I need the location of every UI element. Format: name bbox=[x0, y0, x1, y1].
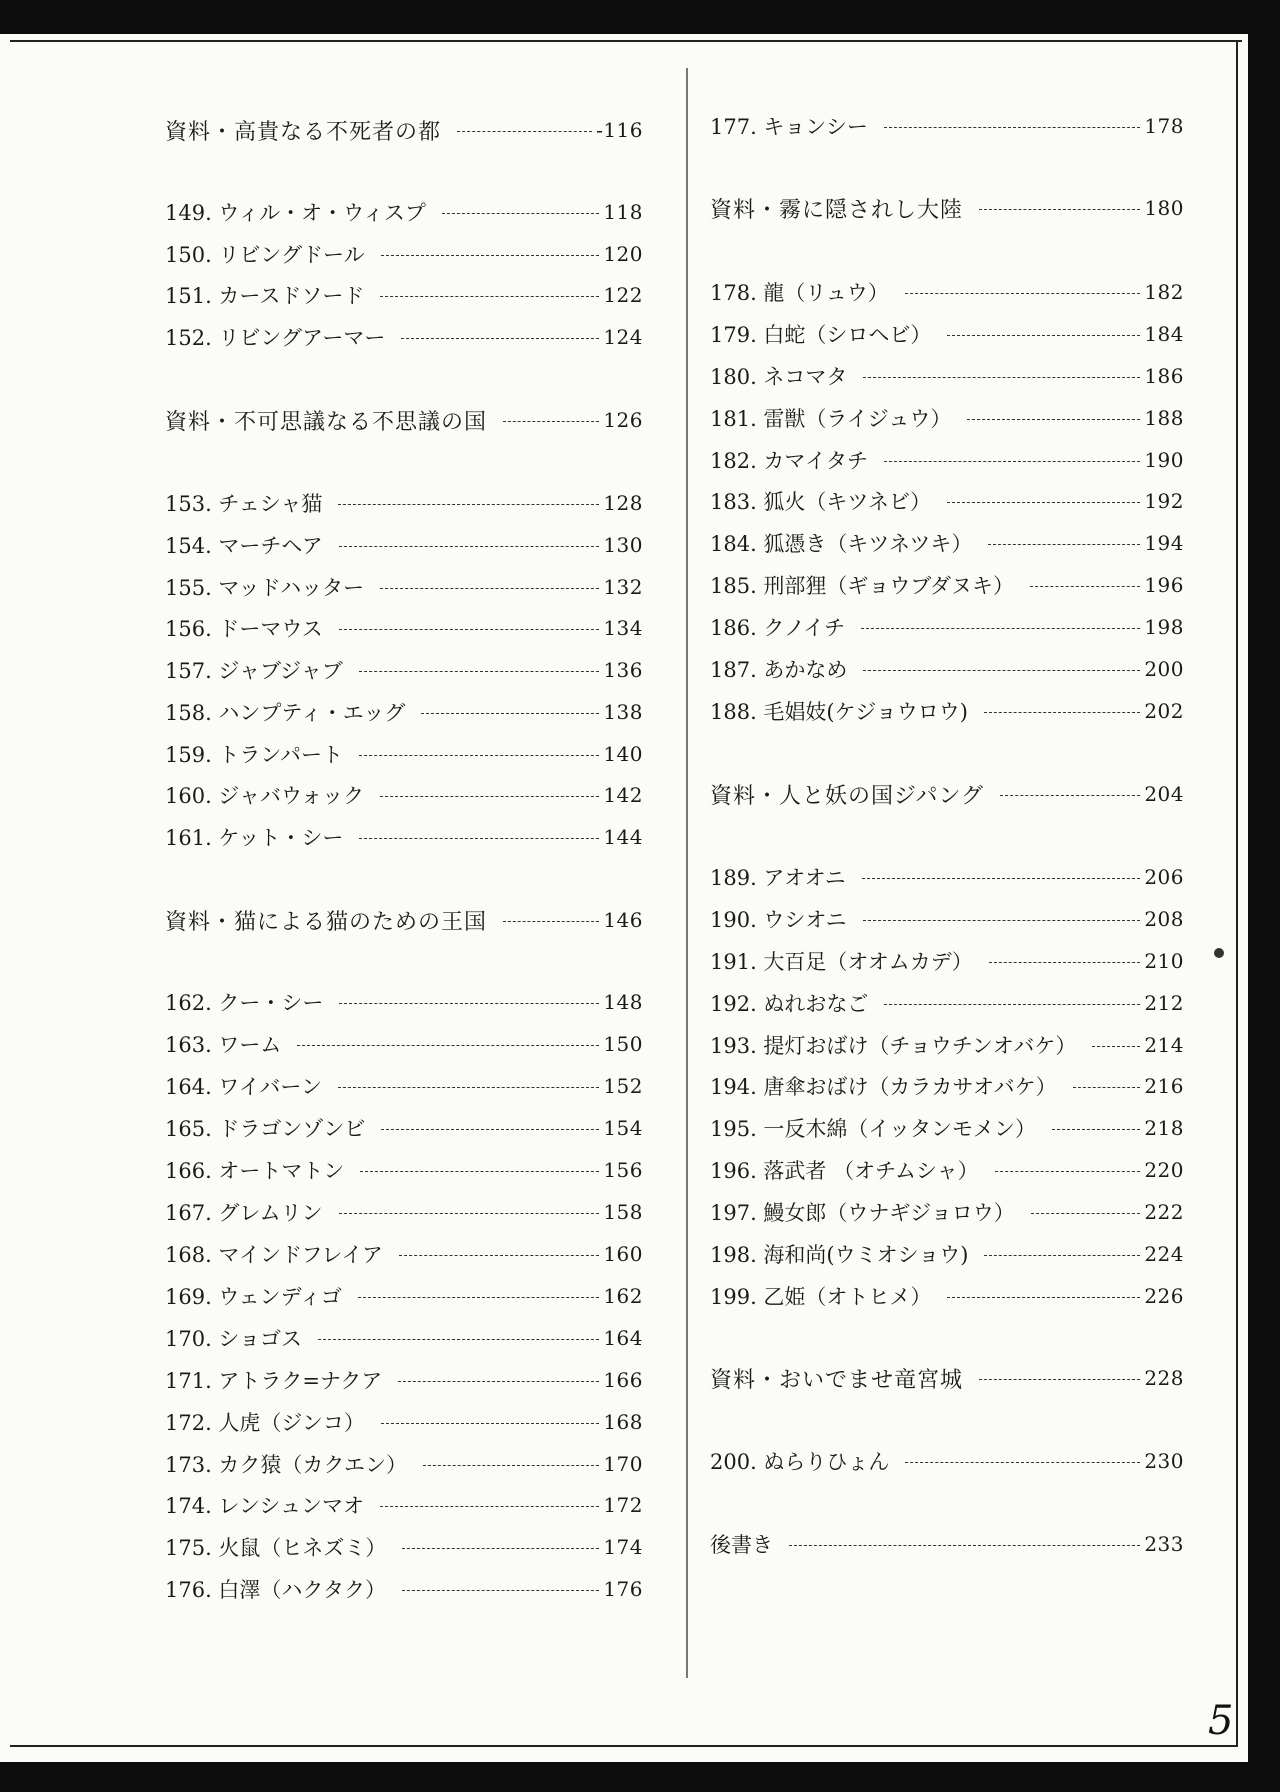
dotted-leader bbox=[318, 1339, 599, 1340]
toc-entry-page-number: 136 bbox=[603, 658, 643, 682]
scan-border-right bbox=[1248, 0, 1280, 1792]
toc-entry-title: 158. ハンプティ・エッグ bbox=[165, 701, 406, 725]
dotted-leader bbox=[989, 962, 1141, 963]
toc-entry-title: 資料・不可思議なる不思議の国 bbox=[165, 409, 488, 435]
toc-section-heading bbox=[165, 112, 643, 148]
toc-entry-page-number: 226 bbox=[1144, 1284, 1184, 1308]
toc-entry-title: 183. 狐火（キツネビ） bbox=[710, 490, 932, 514]
toc-entry bbox=[165, 1446, 643, 1482]
dotted-leader bbox=[884, 1004, 1140, 1005]
dotted-leader bbox=[338, 504, 599, 505]
toc-entry-page-number: 160 bbox=[603, 1242, 643, 1266]
toc-section-heading bbox=[710, 776, 1184, 812]
dotted-leader bbox=[863, 670, 1140, 671]
toc-entry-title: 152. リビングアーマー bbox=[165, 326, 386, 350]
dotted-leader bbox=[339, 629, 600, 630]
toc-entry-title: 178. 龍（リュウ） bbox=[710, 281, 889, 305]
dotted-leader bbox=[380, 296, 599, 297]
toc-entry bbox=[710, 1526, 1184, 1562]
toc-entry-page-number: 148 bbox=[603, 990, 643, 1014]
toc-entry-title: 186. クノイチ bbox=[710, 616, 846, 640]
toc-entry-page-number: 204 bbox=[1144, 782, 1184, 806]
toc-entry-title: 191. 大百足（オオムカデ） bbox=[710, 950, 973, 974]
toc-section-heading bbox=[165, 402, 643, 438]
toc-entry-title: 179. 白蛇（シロヘビ） bbox=[710, 323, 932, 347]
dotted-leader bbox=[381, 255, 600, 256]
dotted-leader bbox=[884, 461, 1140, 462]
toc-entry-page-number: 130 bbox=[603, 533, 643, 557]
toc-entry-title: 174. レンシュンマオ bbox=[165, 1494, 364, 1518]
dotted-leader bbox=[381, 1423, 599, 1424]
toc-entry-title: 185. 刑部狸（ギョウブダヌキ） bbox=[710, 574, 1014, 598]
column-divider bbox=[686, 68, 688, 1678]
toc-entry-title: 155. マッドハッター bbox=[165, 576, 365, 600]
page-number: 5 bbox=[1208, 1698, 1234, 1744]
dotted-leader bbox=[861, 628, 1140, 629]
dotted-leader bbox=[1000, 795, 1140, 796]
toc-entry-page-number: 162 bbox=[603, 1284, 643, 1308]
toc-entry bbox=[710, 108, 1184, 144]
dotted-leader bbox=[503, 421, 599, 422]
toc-entry-page-number: 140 bbox=[603, 742, 643, 766]
toc-entry-title: 151. カースドソード bbox=[165, 284, 365, 308]
toc-entry-title: 182. カマイタチ bbox=[710, 449, 869, 473]
toc-entry-page-number: 150 bbox=[603, 1032, 643, 1056]
toc-entry-title: 156. ドーマウス bbox=[165, 617, 323, 641]
toc-entry-page-number: 192 bbox=[1144, 489, 1184, 513]
toc-entry-title: 後書き bbox=[710, 1533, 773, 1557]
toc-entry-page-number: 200 bbox=[1144, 657, 1184, 681]
toc-entry bbox=[710, 1443, 1184, 1479]
dotted-leader bbox=[339, 546, 600, 547]
toc-entry-title: 169. ウェンディゴ bbox=[165, 1285, 342, 1309]
toc-entry bbox=[165, 1278, 643, 1314]
toc-entry bbox=[165, 236, 643, 272]
dotted-leader bbox=[360, 1171, 599, 1172]
toc-entry-title: 173. カク猿（カクエン） bbox=[165, 1453, 408, 1477]
dotted-leader bbox=[503, 921, 599, 922]
dotted-leader bbox=[862, 878, 1141, 879]
toc-entry-title: 181. 雷獣（ライジュウ） bbox=[710, 407, 952, 431]
toc-entry-title: 177. キョンシー bbox=[710, 115, 868, 139]
toc-entry-title: 164. ワイバーン bbox=[165, 1075, 322, 1099]
toc-entry bbox=[710, 483, 1184, 519]
toc-entry-title: 176. 白澤（ハクタク） bbox=[165, 1578, 387, 1602]
dotted-leader bbox=[398, 1381, 599, 1382]
toc-entry-title: 166. オートマトン bbox=[165, 1159, 345, 1183]
toc-entry-page-number: 218 bbox=[1144, 1116, 1184, 1140]
toc-entry-title: 161. ケット・シー bbox=[165, 826, 344, 850]
dotted-leader bbox=[339, 1003, 599, 1004]
toc-entry-page-number: 198 bbox=[1144, 615, 1184, 639]
toc-entry-page-number: 158 bbox=[603, 1200, 643, 1224]
toc-entry-page-number: 146 bbox=[603, 908, 643, 932]
toc-entry-title: 149. ウィル・オ・ウィスプ bbox=[165, 201, 426, 225]
dotted-leader bbox=[442, 213, 599, 214]
toc-entry-page-number: 190 bbox=[1144, 448, 1184, 472]
dotted-leader bbox=[339, 1213, 600, 1214]
dotted-leader bbox=[863, 920, 1141, 921]
dotted-leader bbox=[884, 127, 1140, 128]
dotted-leader bbox=[1052, 1129, 1140, 1130]
toc-entry-title: 175. 火鼠（ヒネズミ） bbox=[165, 1536, 387, 1560]
dotted-leader bbox=[988, 544, 1140, 545]
toc-entry bbox=[165, 194, 643, 230]
dotted-leader bbox=[359, 755, 599, 756]
toc-entry-page-number: 144 bbox=[603, 825, 643, 849]
toc-entry-title: 資料・人と妖の国ジパング bbox=[710, 783, 985, 809]
toc-entry-title: 資料・高貴なる不死者の都 bbox=[165, 119, 442, 145]
toc-entry-title: 172. 人虎（ジンコ） bbox=[165, 1411, 365, 1435]
toc-entry bbox=[165, 319, 643, 355]
toc-entry bbox=[165, 1068, 643, 1104]
toc-entry-title: 184. 狐憑き（キツネツキ） bbox=[710, 532, 973, 556]
toc-entry-page-number: 118 bbox=[603, 200, 643, 224]
toc-entry-title: 162. クー・シー bbox=[165, 991, 324, 1015]
toc-entry-title: 200. ぬらりひょん bbox=[710, 1450, 890, 1474]
toc-entry bbox=[165, 1487, 643, 1523]
toc-entry-page-number: 228 bbox=[1144, 1366, 1184, 1390]
toc-entry-page-number: 210 bbox=[1144, 949, 1184, 973]
toc-entry bbox=[710, 609, 1184, 645]
dotted-leader bbox=[979, 1379, 1140, 1380]
toc-entry bbox=[165, 1026, 643, 1062]
toc-entry-title: 資料・猫による猫のための王国 bbox=[165, 909, 488, 935]
toc-entry-page-number: 170 bbox=[603, 1452, 643, 1476]
toc-entry-title: 163. ワーム bbox=[165, 1033, 282, 1057]
toc-entry-title: 190. ウシオニ bbox=[710, 908, 847, 932]
toc-entry-page-number: 222 bbox=[1144, 1200, 1184, 1224]
toc-entry-page-number: 202 bbox=[1144, 699, 1184, 723]
toc-entry-title: 198. 海和尚(ウミオショウ) bbox=[710, 1243, 969, 1267]
toc-entry-title: 153. チェシャ猫 bbox=[165, 492, 323, 516]
toc-section-heading bbox=[710, 1360, 1184, 1396]
dotted-leader bbox=[358, 1297, 599, 1298]
toc-entry-page-number: 132 bbox=[603, 575, 643, 599]
dotted-leader bbox=[297, 1045, 599, 1046]
toc-entry-page-number: 206 bbox=[1144, 865, 1184, 889]
toc-entry bbox=[165, 652, 643, 688]
dotted-leader bbox=[967, 419, 1140, 420]
toc-entry-page-number: 230 bbox=[1144, 1449, 1184, 1473]
toc-entry-title: 157. ジャブジャブ bbox=[165, 659, 343, 683]
toc-entry-title: 192. ぬれおなご bbox=[710, 992, 869, 1016]
dotted-leader bbox=[947, 335, 1140, 336]
toc-entry-page-number: 188 bbox=[1144, 406, 1184, 430]
toc-entry bbox=[165, 777, 643, 813]
toc-entry bbox=[710, 274, 1184, 310]
toc-entry bbox=[165, 1529, 643, 1565]
toc-entry bbox=[165, 1110, 643, 1146]
toc-entry bbox=[710, 442, 1184, 478]
toc-entry bbox=[710, 525, 1184, 561]
toc-entry-page-number: 194 bbox=[1144, 531, 1184, 555]
toc-entry bbox=[710, 1194, 1184, 1230]
toc-entry bbox=[710, 985, 1184, 1021]
dotted-leader bbox=[984, 712, 1140, 713]
toc-entry bbox=[165, 736, 643, 772]
toc-entry-page-number: 184 bbox=[1144, 322, 1184, 346]
toc-entry-title: 資料・霧に隠されし大陸 bbox=[710, 197, 964, 223]
dotted-leader bbox=[402, 1590, 599, 1591]
toc-entry-page-number: 126 bbox=[603, 408, 643, 432]
toc-entry bbox=[165, 1320, 643, 1356]
toc-entry bbox=[165, 819, 643, 855]
toc-entry-title: 180. ネコマタ bbox=[710, 365, 848, 389]
toc-entry-page-number: 216 bbox=[1144, 1074, 1184, 1098]
toc-entry-title: 168. マインドフレイア bbox=[165, 1243, 383, 1267]
dotted-leader bbox=[789, 1545, 1140, 1546]
toc-entry-page-number: 233 bbox=[1144, 1532, 1184, 1556]
toc-entry-page-number: 120 bbox=[603, 242, 643, 266]
dotted-leader bbox=[380, 1506, 599, 1507]
toc-entry-title: 193. 提灯おばけ（チョウチンオバケ） bbox=[710, 1034, 1077, 1058]
toc-entry-title: 170. ショゴス bbox=[165, 1327, 303, 1351]
dotted-leader bbox=[402, 1548, 599, 1549]
toc-entry-title: 197. 鰻女郎（ウナギジョロウ） bbox=[710, 1201, 1015, 1225]
toc-entry bbox=[710, 567, 1184, 603]
toc-entry bbox=[165, 277, 643, 313]
toc-entry-page-number: 124 bbox=[603, 325, 643, 349]
toc-entry-page-number: 196 bbox=[1144, 573, 1184, 597]
toc-entry bbox=[165, 1362, 643, 1398]
toc-entry-page-number: -116 bbox=[596, 118, 643, 142]
toc-entry bbox=[710, 1027, 1184, 1063]
dotted-leader bbox=[359, 838, 599, 839]
dotted-leader bbox=[1073, 1087, 1141, 1088]
toc-entry-page-number: 142 bbox=[603, 783, 643, 807]
page-frame-top bbox=[10, 40, 1242, 42]
dotted-leader bbox=[905, 1462, 1140, 1463]
ink-speck bbox=[1214, 948, 1224, 958]
toc-entry bbox=[165, 1194, 643, 1230]
toc-entry bbox=[710, 1236, 1184, 1272]
toc-entry-title: 188. 毛娼妓(ケジョウロウ) bbox=[710, 700, 968, 724]
toc-section-heading bbox=[710, 190, 1184, 226]
toc-entry bbox=[710, 859, 1184, 895]
toc-entry bbox=[165, 485, 643, 521]
toc-entry bbox=[165, 610, 643, 646]
toc-entry-page-number: 182 bbox=[1144, 280, 1184, 304]
dotted-leader bbox=[995, 1171, 1141, 1172]
toc-entry-page-number: 166 bbox=[603, 1368, 643, 1392]
toc-entry-page-number: 174 bbox=[603, 1535, 643, 1559]
toc-entry-page-number: 134 bbox=[603, 616, 643, 640]
toc-entry bbox=[165, 1152, 643, 1188]
dotted-leader bbox=[1030, 586, 1140, 587]
dotted-leader bbox=[947, 1297, 1140, 1298]
toc-entry-page-number: 180 bbox=[1144, 196, 1184, 220]
toc-entry-page-number: 122 bbox=[603, 283, 643, 307]
toc-entry bbox=[710, 1152, 1184, 1188]
toc-entry-title: 195. 一反木綿（イッタンモメン） bbox=[710, 1117, 1037, 1141]
dotted-leader bbox=[905, 293, 1141, 294]
toc-entry bbox=[165, 984, 643, 1020]
dotted-leader bbox=[979, 209, 1140, 210]
dotted-leader bbox=[984, 1255, 1140, 1256]
toc-entry-page-number: 128 bbox=[603, 491, 643, 515]
toc-entry-title: 194. 唐傘おばけ（カラカサオバケ） bbox=[710, 1075, 1057, 1099]
toc-entry-page-number: 156 bbox=[603, 1158, 643, 1182]
toc-entry bbox=[710, 901, 1184, 937]
dotted-leader bbox=[863, 377, 1140, 378]
toc-entry bbox=[710, 943, 1184, 979]
toc-entry bbox=[710, 1110, 1184, 1146]
toc-entry bbox=[165, 694, 643, 730]
dotted-leader bbox=[1092, 1046, 1140, 1047]
scan-border-bottom bbox=[0, 1762, 1280, 1792]
toc-entry-title: 196. 落武者 （オチムシャ） bbox=[710, 1159, 979, 1183]
dotted-leader bbox=[947, 502, 1140, 503]
toc-entry-title: 199. 乙姫（オトヒメ） bbox=[710, 1285, 932, 1309]
toc-section-heading bbox=[165, 902, 643, 938]
toc-entry bbox=[710, 1278, 1184, 1314]
toc-entry bbox=[165, 527, 643, 563]
toc-entry bbox=[710, 693, 1184, 729]
toc-entry bbox=[710, 1068, 1184, 1104]
toc-entry-page-number: 220 bbox=[1144, 1158, 1184, 1182]
toc-entry-title: 167. グレムリン bbox=[165, 1201, 323, 1225]
dotted-leader bbox=[380, 588, 599, 589]
toc-entry-page-number: 138 bbox=[603, 700, 643, 724]
toc-entry-page-number: 224 bbox=[1144, 1242, 1184, 1266]
toc-entry bbox=[165, 1571, 643, 1607]
toc-entry-page-number: 164 bbox=[603, 1326, 643, 1350]
toc-entry-page-number: 168 bbox=[603, 1410, 643, 1434]
dotted-leader bbox=[380, 796, 599, 797]
toc-entry bbox=[165, 569, 643, 605]
dotted-leader bbox=[401, 338, 599, 339]
dotted-leader bbox=[338, 1087, 599, 1088]
toc-entry-title: 160. ジャバウォック bbox=[165, 784, 365, 808]
page-frame-right bbox=[1236, 40, 1238, 1746]
dotted-leader bbox=[399, 1255, 599, 1256]
toc-entry-page-number: 152 bbox=[603, 1074, 643, 1098]
dotted-leader bbox=[359, 671, 600, 672]
toc-entry bbox=[710, 316, 1184, 352]
toc-entry-title: 159. トランパート bbox=[165, 743, 343, 767]
dotted-leader bbox=[421, 713, 599, 714]
toc-entry-page-number: 154 bbox=[603, 1116, 643, 1140]
toc-entry-page-number: 178 bbox=[1144, 114, 1184, 138]
toc-entry-title: 154. マーチヘア bbox=[165, 534, 323, 558]
toc-entry bbox=[165, 1404, 643, 1440]
dotted-leader bbox=[381, 1129, 599, 1130]
scan-border-top bbox=[0, 0, 1280, 34]
toc-entry-page-number: 172 bbox=[603, 1493, 643, 1517]
toc-entry-page-number: 208 bbox=[1144, 907, 1184, 931]
toc-entry-title: 187. あかなめ bbox=[710, 658, 848, 682]
toc-entry bbox=[710, 651, 1184, 687]
dotted-leader bbox=[1031, 1213, 1141, 1214]
toc-entry-title: 171. アトラク=ナクア bbox=[165, 1369, 383, 1393]
toc-entry bbox=[710, 400, 1184, 436]
toc-entry bbox=[165, 1236, 643, 1272]
dotted-leader bbox=[457, 131, 592, 132]
toc-entry-title: 150. リビングドール bbox=[165, 243, 365, 267]
toc-entry-page-number: 214 bbox=[1144, 1033, 1184, 1057]
toc-entry-title: 189. アオオニ bbox=[710, 866, 846, 890]
page-frame-bottom bbox=[10, 1745, 1238, 1747]
toc-entry-page-number: 176 bbox=[603, 1577, 643, 1601]
toc-entry-page-number: 212 bbox=[1144, 991, 1184, 1015]
toc-entry bbox=[710, 358, 1184, 394]
dotted-leader bbox=[423, 1465, 599, 1466]
toc-entry-title: 165. ドラゴンゾンビ bbox=[165, 1117, 366, 1141]
toc-entry-page-number: 186 bbox=[1144, 364, 1184, 388]
toc-entry-title: 資料・おいでませ竜宮城 bbox=[710, 1367, 964, 1393]
